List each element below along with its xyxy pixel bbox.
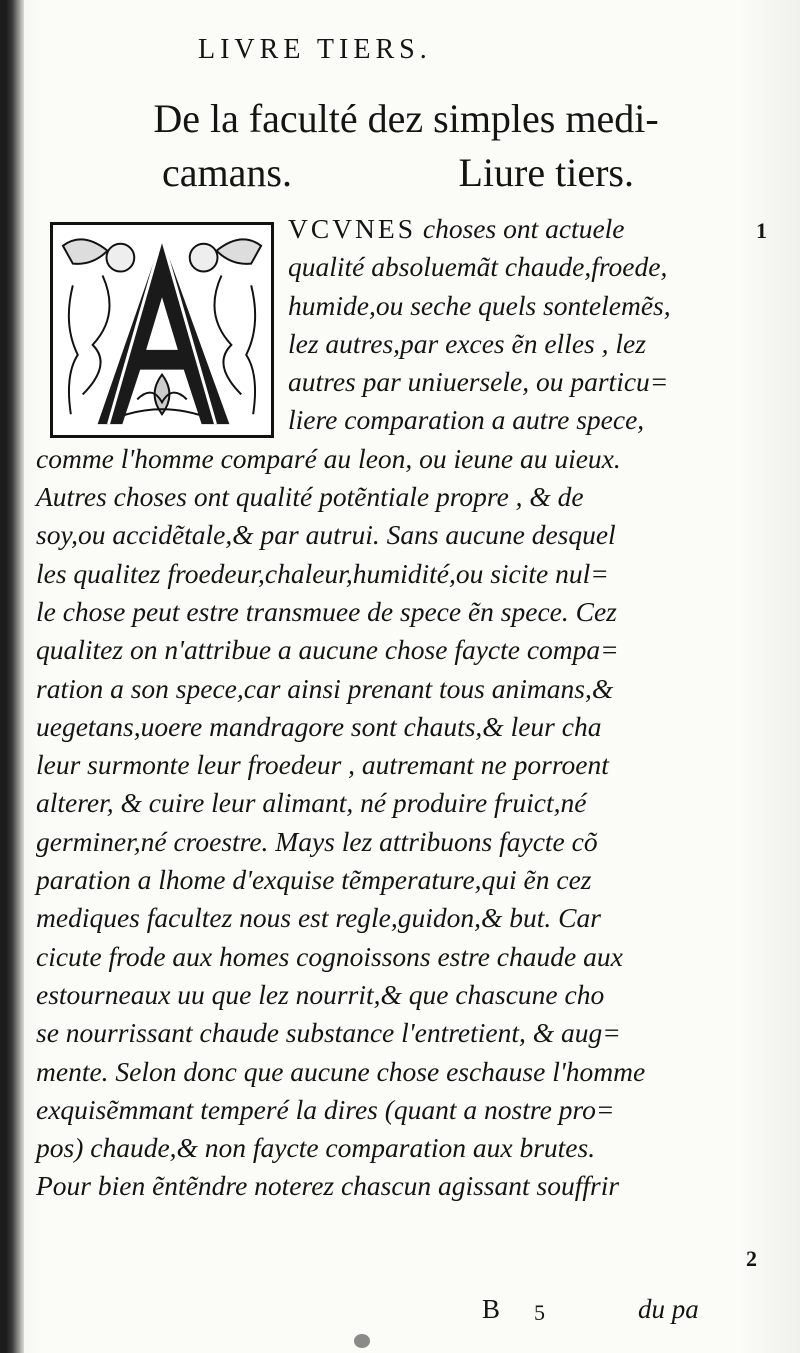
chapter-title <box>96 92 716 200</box>
text-line: autres par uniuersele, ou particu= <box>288 366 669 398</box>
text-line: uegetans,uoere mandragore sont chauts,& leur cha <box>36 710 602 742</box>
text-line: mente. Selon donc que aucune chose eschause l'homme <box>36 1055 646 1087</box>
text-line: se nourrissant chaude substance l'entretient, & aug= <box>36 1017 621 1049</box>
title-line-2-right: Liure tiers. <box>458 150 634 195</box>
text-line: mediques facultez nous est regle,guidon,& but. Car <box>36 902 601 934</box>
text-line: Autres choses ont qualité potẽntiale propre , & de <box>36 481 584 513</box>
text-line: paration a lhome d'exquise tẽmperature,qui ẽn cez <box>36 864 592 896</box>
margin-note-2: 2 <box>746 1246 757 1271</box>
body-text <box>36 210 736 1206</box>
text-line: cicute frode aux homes cognoissons estre chaude aux <box>36 940 623 972</box>
opening-caps: VCVNES <box>288 213 417 244</box>
binding-gutter <box>0 0 24 1353</box>
text-line: alterer, & cuire leur alimant, né produire fruict,né <box>36 787 587 819</box>
signature-mark: B <box>482 1294 501 1324</box>
text-line: qualité absoluemãt chaude,froede, <box>288 251 668 283</box>
signature-number: 5 <box>534 1300 545 1325</box>
title-line-1: De la faculté dez simples medi- <box>153 96 659 141</box>
text-line: les qualitez froedeur,chaleur,humidité,ou sicite nul= <box>36 557 609 589</box>
text-line: ration a son spece,car ainsi prenant tous animans,& <box>36 672 614 704</box>
ink-blot <box>354 1334 370 1348</box>
text-line: comme l'homme comparé au leon, ou ieune au uieux. <box>36 442 621 474</box>
text-line: humide,ou seche quels sontelemẽs, <box>288 289 671 321</box>
text-line: soy,ou accidẽtale,& par autrui. Sans aucune desquel <box>36 519 616 551</box>
running-head: LIVRE TIERS. <box>198 34 432 65</box>
margin-note-1: 1 <box>756 218 767 243</box>
text-line: exquisẽmmant temperé la dires (quant a nostre pro= <box>36 1093 615 1125</box>
text-line: pos) chaude,& non faycte comparation aux brutes. <box>36 1132 596 1164</box>
text-line: qualitez on n'attribue a aucune chose faycte compa= <box>36 634 619 666</box>
text-line: liere comparation a autre spece, <box>288 404 645 436</box>
text-line: lez autres,par exces ẽn elles , lez <box>288 327 646 359</box>
svg-text:A: A <box>161 429 163 431</box>
title-line-2-left: camans. <box>162 150 292 195</box>
text-line: germiner,né croestre. Mays lez attribuons faycte cõ <box>36 825 598 857</box>
title-line-2 <box>96 146 716 200</box>
catchword: du pa <box>638 1294 699 1324</box>
text-line: VCVNES choses ont actuele <box>288 213 625 244</box>
text-line: le chose peut estre transmuee de spece ẽn spece. Cez <box>36 595 617 627</box>
text-line: estourneaux uu que lez nourrit,& que chascune cho <box>36 978 605 1010</box>
text-line: leur surmonte leur froedeur , autremant ne porroent <box>36 749 609 781</box>
text-line: Pour bien ẽntẽndre noterez chascun agissant souffrir <box>36 1170 620 1202</box>
